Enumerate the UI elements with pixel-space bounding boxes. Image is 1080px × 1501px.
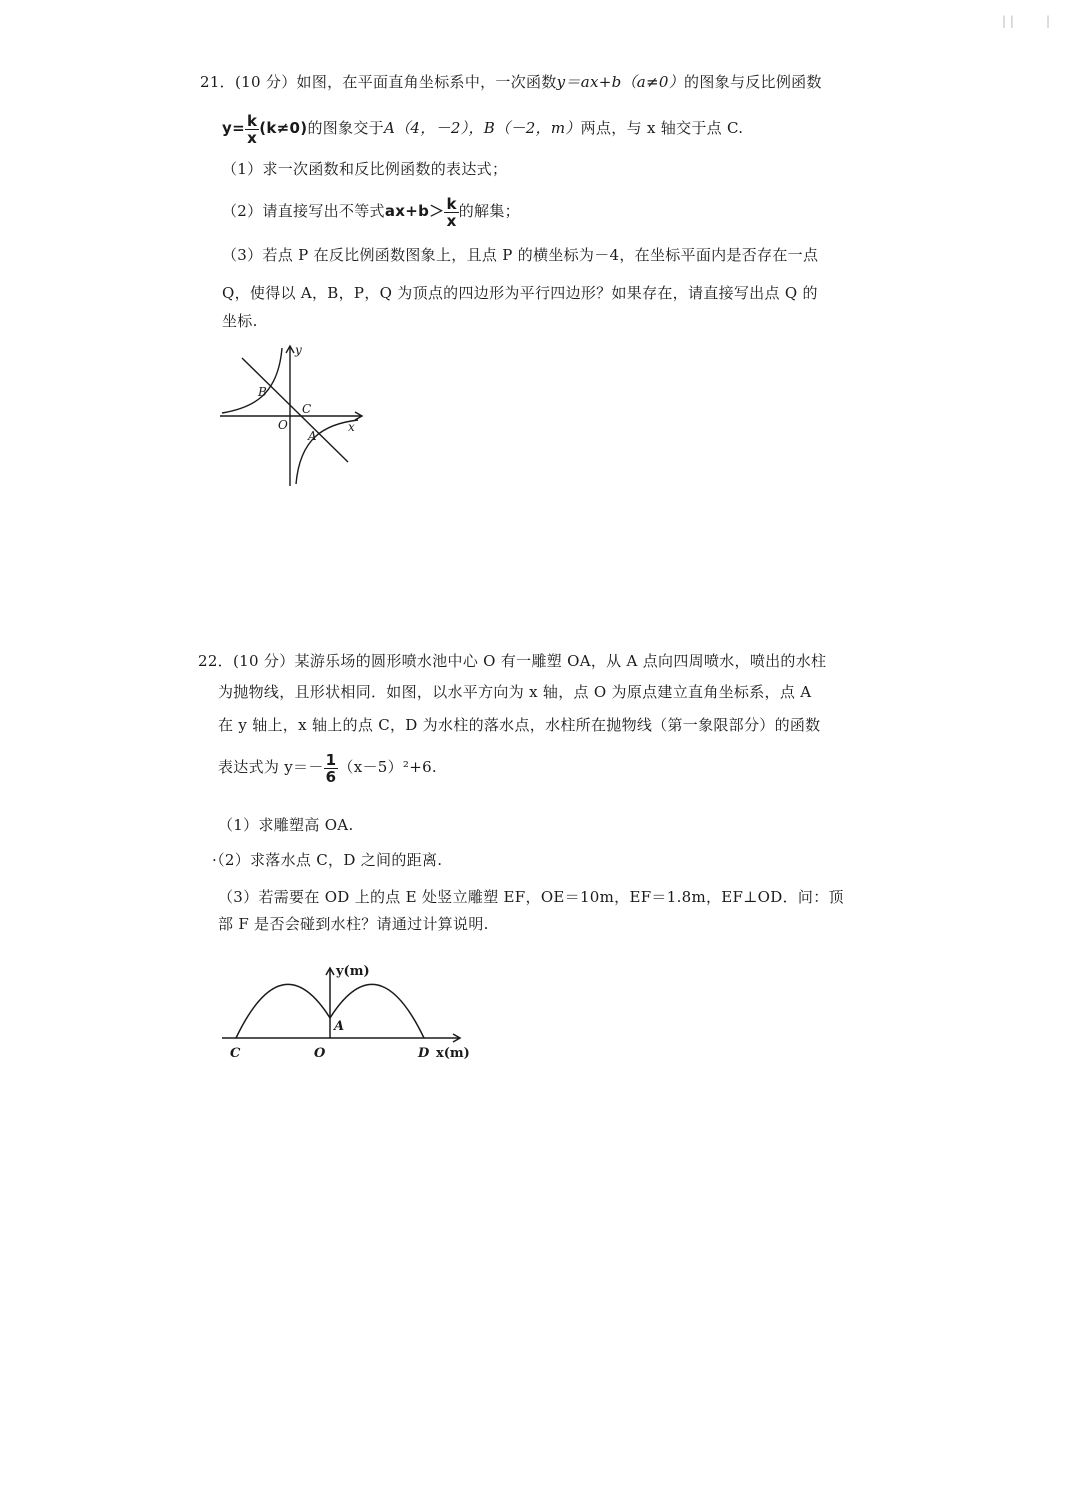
q22-function-text: （x－5）²+6. bbox=[338, 758, 438, 776]
q21-stem-text: 的图象交于 bbox=[307, 119, 384, 137]
fraction-numerator: k bbox=[446, 194, 457, 213]
q22-label-y: y(m) bbox=[336, 964, 370, 979]
q21-condition-a: （a≠0） bbox=[621, 73, 685, 91]
q21-number: 21． bbox=[200, 73, 235, 91]
fraction-numerator: k bbox=[246, 111, 258, 130]
q21-linear-function: y＝ax+b bbox=[556, 73, 622, 91]
q21-linear-graph bbox=[242, 358, 348, 462]
q22-score: (10 分） bbox=[233, 652, 295, 670]
fraction-numerator: 1 bbox=[325, 750, 337, 769]
q21-inequality: ax+b＞ bbox=[384, 202, 445, 220]
q22-label-o: O bbox=[314, 1046, 326, 1061]
q22-part-3-line-2: 部 F 是否会碰到水柱？请通过计算说明. bbox=[218, 915, 489, 933]
fraction-denominator: 6 bbox=[325, 767, 337, 786]
scan-corner-mark: | bbox=[1046, 14, 1051, 28]
q21-part-1: （1）求一次函数和反比例函数的表达式； bbox=[222, 160, 508, 178]
fraction-denominator: x bbox=[446, 211, 457, 230]
q22-label-a: A bbox=[334, 1019, 345, 1034]
q21-line-1 bbox=[200, 71, 822, 93]
scan-corner-mark: | | bbox=[1002, 14, 1014, 28]
q21-figure bbox=[212, 338, 372, 494]
q21-stem-text: 两点，与 x 轴交于点 C. bbox=[580, 119, 744, 137]
q21-point-a: A（4，－2）， bbox=[383, 119, 484, 137]
q22-stem-text: 某游乐场的圆形喷水池中心 O 有一雕塑 OA，从 A 点向四周喷水，喷出的水柱 bbox=[294, 652, 827, 670]
q21-point-b: B（－2，m） bbox=[483, 119, 581, 137]
q22-line-2: 为抛物线，且形状相同．如图，以水平方向为 x 轴，点 O 为原点建立直角坐标系，点 A bbox=[218, 683, 812, 701]
q22-label-c: C bbox=[230, 1046, 241, 1061]
q21-part-3-line-3: 坐标. bbox=[222, 312, 258, 330]
q22-line-3: 在 y 轴上，x 轴上的点 C，D 为水柱的落水点，水柱所在抛物线（第一象限部分）的函数 bbox=[218, 716, 821, 734]
q22-line-4 bbox=[218, 746, 437, 788]
q22-number: 22． bbox=[198, 652, 233, 670]
q21-inverse-condition: (k≠0) bbox=[259, 119, 308, 137]
q21-part-2 bbox=[222, 190, 520, 232]
q22-label-d: D bbox=[418, 1046, 430, 1061]
q21-label-y: y bbox=[295, 343, 302, 357]
q21-stem-text: 如图，在平面直角坐标系中，一次函数 bbox=[296, 73, 557, 91]
q22-part-2: ·（2）求落水点 C，D 之间的距离. bbox=[212, 851, 443, 869]
q21-label-x: x bbox=[348, 420, 355, 434]
q21-label-c: C bbox=[302, 402, 312, 416]
q21-part2-text: 的解集； bbox=[458, 202, 520, 220]
q21-label-a: A bbox=[308, 429, 317, 443]
q22-right-water-arc bbox=[330, 984, 424, 1038]
q22-fraction bbox=[324, 752, 339, 785]
q22-label-x: x(m) bbox=[436, 1046, 470, 1061]
q22-part-1: （1）求雕塑高 OA. bbox=[218, 816, 354, 834]
q21-line-2 bbox=[222, 108, 743, 148]
q21-label-o: O bbox=[278, 418, 288, 432]
fraction-denominator: x bbox=[247, 128, 258, 147]
q22-left-water-arc bbox=[236, 984, 330, 1038]
q21-part-3-line-1: （3）若点 P 在反比例函数图象上，且点 P 的横坐标为－4，在坐标平面内是否存在一点 bbox=[222, 246, 819, 264]
q21-part-3-line-2: Q，使得以 A，B，P，Q 为顶点的四边形为平行四边形？如果存在，请直接写出点 Q 的 bbox=[222, 284, 818, 302]
q21-part2-text: （2）请直接写出不等式 bbox=[222, 202, 385, 220]
q22-part-3-line-1: （3）若需要在 OD 上的点 E 处竖立雕塑 EF，OE＝10m，EF＝1.8m，EF⊥OD．问：顶 bbox=[218, 888, 844, 906]
q22-function-text: 表达式为 y＝－ bbox=[218, 758, 324, 776]
q22-figure bbox=[218, 958, 488, 1068]
q21-stem-text: 的图象与反比例函数 bbox=[684, 73, 822, 91]
q21-label-b: B bbox=[258, 385, 267, 399]
q21-inequality-fraction bbox=[444, 196, 458, 229]
q21-inverse-fraction bbox=[245, 113, 259, 146]
q21-score: (10 分） bbox=[235, 73, 297, 91]
q21-hyperbola-upper-branch bbox=[222, 348, 282, 413]
q21-inverse-y: y= bbox=[222, 119, 245, 137]
q22-line-1 bbox=[198, 650, 826, 672]
